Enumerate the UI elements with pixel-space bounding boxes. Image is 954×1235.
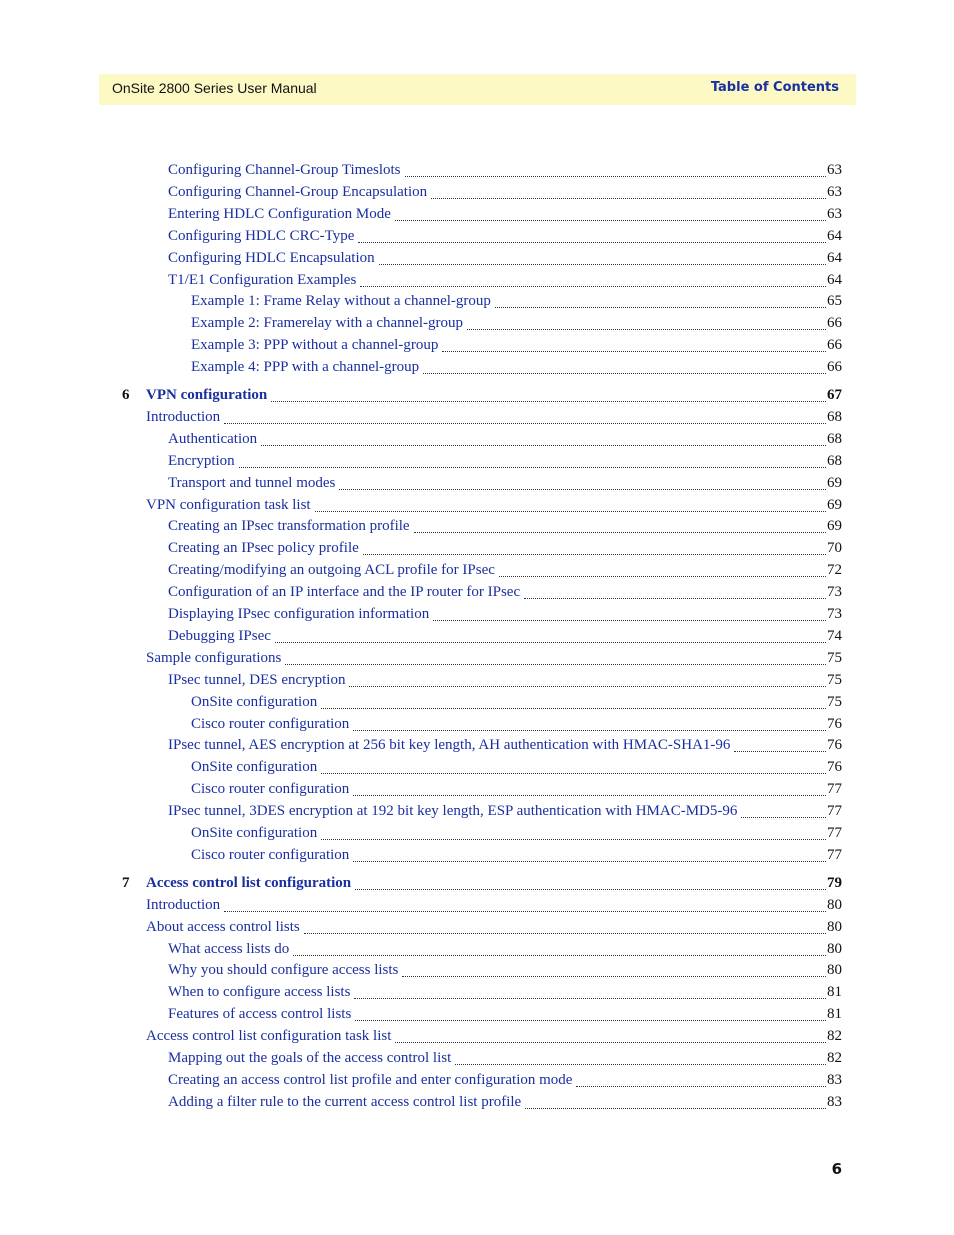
dot-leader (402, 976, 826, 977)
dot-leader (431, 198, 826, 199)
toc-entry-page: 68 (827, 430, 842, 447)
toc-entry-title[interactable]: OnSite configuration (191, 759, 318, 776)
toc-entry[interactable] (191, 359, 842, 379)
toc-entry-page: 68 (827, 452, 842, 469)
toc-entry-title[interactable]: OnSite configuration (191, 825, 318, 841)
toc-entry[interactable] (168, 803, 842, 823)
toc-entry[interactable] (146, 650, 842, 670)
toc-entry[interactable] (168, 1094, 842, 1114)
page-header (99, 74, 856, 105)
toc-entry[interactable] (168, 1072, 842, 1092)
toc-entry-page: 63 (827, 205, 842, 222)
toc-entry-title[interactable]: Access control list configuration task list (146, 1028, 392, 1045)
dot-leader (224, 423, 826, 424)
toc-entry[interactable] (168, 250, 842, 270)
toc-entry-title[interactable]: OnSite configuration (191, 693, 318, 710)
dot-leader (271, 401, 826, 402)
dot-leader (455, 1064, 826, 1065)
dot-leader (414, 532, 826, 533)
document-title: OnSite 2800 Series User Manual (112, 80, 317, 96)
toc-entry[interactable] (168, 562, 842, 582)
toc-entry[interactable] (168, 962, 842, 982)
dot-leader (355, 889, 826, 890)
toc-entry[interactable] (191, 825, 842, 845)
toc-entry-title[interactable]: VPN configuration (146, 387, 268, 403)
toc-entry-title[interactable]: What access lists do (168, 940, 290, 957)
toc-entry-page: 80 (827, 918, 842, 935)
toc-entry-page: 66 (827, 337, 842, 354)
toc-entry-page: 63 (827, 183, 842, 200)
dot-leader (224, 911, 826, 912)
toc-entry-page: 72 (827, 562, 842, 579)
toc-entry-page: 80 (827, 940, 842, 957)
dot-leader (321, 839, 826, 840)
toc-entry-title[interactable]: When to configure access lists (168, 984, 351, 1001)
dot-leader (467, 329, 826, 330)
dot-leader (321, 773, 826, 774)
dot-leader (395, 220, 826, 221)
dot-leader (405, 176, 826, 177)
toc-entry[interactable] (168, 1050, 842, 1070)
dot-leader (395, 1042, 826, 1043)
toc-entry-title[interactable]: IPsec tunnel, DES encryption (168, 671, 346, 688)
toc-chapter[interactable] (122, 387, 842, 407)
toc-entry[interactable] (168, 228, 842, 248)
dot-leader (741, 817, 826, 818)
toc-entry[interactable] (168, 941, 842, 961)
toc-entry-title[interactable]: Introduction (146, 408, 221, 425)
toc-entry-page: 73 (827, 606, 842, 622)
toc-entry[interactable] (168, 1006, 842, 1026)
toc-entry-title[interactable]: Creating an access control list profile and enter configuration mode (168, 1071, 573, 1088)
toc-entry-title[interactable]: Features of access control lists (168, 1006, 352, 1023)
toc-entry-title[interactable]: Why you should configure access lists (168, 962, 399, 979)
toc-entry-page: 81 (827, 1006, 842, 1023)
toc-entry-page: 64 (827, 249, 842, 266)
toc-entry-title[interactable]: Example 3: PPP without a channel-group (191, 337, 439, 354)
toc-entry[interactable] (168, 162, 842, 182)
toc-entry-title[interactable]: Encryption (168, 452, 235, 469)
toc-entry-page: 83 (827, 1093, 842, 1110)
toc-entry[interactable] (168, 606, 842, 626)
toc-entry[interactable] (191, 315, 842, 335)
toc-entry[interactable] (168, 984, 842, 1004)
toc-entry[interactable] (191, 781, 842, 801)
dot-leader (339, 489, 826, 490)
toc-entry[interactable] (146, 897, 842, 917)
toc-entry[interactable] (146, 1028, 842, 1048)
toc-entry[interactable] (168, 584, 842, 604)
toc-entry[interactable] (168, 628, 842, 648)
toc-entry-title[interactable]: IPsec tunnel, 3DES encryption at 192 bit key length, ESP authentication with HMAC-MD5-96 (168, 803, 738, 820)
dot-leader (423, 373, 826, 374)
toc-entry[interactable] (191, 293, 842, 313)
toc-entry-title[interactable]: VPN configuration task list (146, 496, 311, 513)
toc-entry[interactable] (168, 737, 842, 757)
toc-entry-title[interactable]: About access control lists (146, 918, 300, 935)
toc-entry[interactable] (168, 518, 842, 538)
toc-entry-page: 80 (827, 896, 842, 913)
toc-entry-page: 76 (827, 715, 842, 732)
dot-leader (499, 576, 826, 577)
toc-entry[interactable] (191, 694, 842, 714)
toc-entry-page: 77 (827, 825, 842, 841)
dot-leader (358, 242, 826, 243)
toc-entry-page: 81 (827, 984, 842, 1001)
toc-entry[interactable] (168, 431, 842, 451)
toc-entry-title[interactable]: Example 1: Frame Relay without a channel-group (191, 293, 491, 310)
toc-entry-page: 69 (827, 496, 842, 513)
dot-leader (734, 751, 826, 752)
dot-leader (495, 307, 826, 308)
dot-leader (353, 861, 826, 862)
toc-entry-page: 83 (827, 1071, 842, 1088)
toc-entry-title[interactable]: Adding a filter rule to the current access control list profile (168, 1093, 522, 1110)
toc-entry-title[interactable]: Displaying IPsec configuration information (168, 606, 430, 622)
toc-entry-page: 69 (827, 518, 842, 535)
toc-entry-title[interactable]: Authentication (168, 430, 258, 447)
toc-entry-page: 77 (827, 803, 842, 820)
toc-entry-title[interactable]: Creating an IPsec transformation profile (168, 518, 410, 535)
toc-entry-page: 75 (827, 649, 842, 666)
toc-entry-page: 70 (827, 540, 842, 557)
toc-entry[interactable] (168, 475, 842, 495)
toc-entry-title[interactable]: Creating an IPsec policy profile (168, 540, 359, 557)
chapter-number: 7 (122, 874, 130, 891)
toc-entry[interactable] (146, 497, 842, 517)
dot-leader (355, 1020, 826, 1021)
toc-entry[interactable] (191, 337, 842, 357)
toc-entry-title[interactable]: Transport and tunnel modes (168, 474, 336, 491)
toc-entry-page: 73 (827, 584, 842, 601)
dot-leader (261, 445, 826, 446)
toc-entry-title[interactable]: Debugging IPsec (168, 627, 271, 644)
toc-entry-page: 74 (827, 627, 842, 644)
toc-entry-page: 77 (827, 846, 842, 863)
toc-entry-title[interactable]: Example 4: PPP with a channel-group (191, 359, 420, 376)
toc-entry[interactable] (168, 206, 842, 226)
toc-entry-title[interactable]: Configuring HDLC Encapsulation (168, 249, 375, 266)
section-title: Table of Contents (710, 80, 839, 95)
toc-entry-page: 64 (827, 227, 842, 244)
toc-entry-page: 63 (827, 162, 842, 178)
toc-entry[interactable] (191, 716, 842, 736)
toc-entry-title[interactable]: Example 2: Framerelay with a channel-group (191, 315, 463, 332)
toc-entry[interactable] (168, 453, 842, 473)
dot-leader (315, 511, 826, 512)
dot-leader (353, 795, 826, 796)
toc-entry-title[interactable]: Creating/modifying an outgoing ACL profile for IPsec (168, 562, 495, 579)
toc-entry-title[interactable]: Mapping out the goals of the access control list (168, 1050, 452, 1066)
toc-entry-title[interactable]: Configuring HDLC CRC-Type (168, 227, 355, 244)
dot-leader (275, 642, 826, 643)
toc-entry-title[interactable]: IPsec tunnel, AES encryption at 256 bit key length, AH authentication with HMAC-SHA1-96 (168, 737, 731, 754)
dot-leader (353, 730, 826, 731)
toc-entry-title[interactable]: Sample configurations (146, 649, 282, 666)
toc-entry-page: 67 (827, 387, 842, 403)
dot-leader (576, 1086, 826, 1087)
dot-leader (304, 933, 826, 934)
toc-entry-title[interactable]: Cisco router configuration (191, 715, 350, 732)
toc-entry-page: 66 (827, 359, 842, 376)
toc-entry[interactable] (168, 672, 842, 692)
toc-entry-page: 82 (827, 1028, 842, 1045)
toc-entry-title[interactable]: Entering HDLC Configuration Mode (168, 205, 391, 222)
toc-entry-title[interactable]: Cisco router configuration (191, 846, 350, 863)
toc-entry-page: 65 (827, 293, 842, 310)
toc-entry-page: 64 (827, 271, 842, 288)
dot-leader (321, 708, 826, 709)
toc-entry-page: 82 (827, 1050, 842, 1066)
toc-entry-title[interactable]: Configuration of an IP interface and the IP router for IPsec (168, 584, 521, 601)
toc-entry-page: 80 (827, 962, 842, 979)
toc-entry-page: 66 (827, 315, 842, 332)
toc-entry-page: 75 (827, 671, 842, 688)
toc-entry-title[interactable]: T1/E1 Configuration Examples (168, 271, 357, 288)
dot-leader (293, 955, 826, 956)
dot-leader (442, 351, 826, 352)
toc-entry-title[interactable]: Configuring Channel-Group Encapsulation (168, 183, 428, 200)
dot-leader (525, 1108, 826, 1109)
toc-entry[interactable] (191, 847, 842, 867)
toc-entry-page: 76 (827, 737, 842, 754)
toc-entry-title[interactable]: Cisco router configuration (191, 781, 350, 798)
toc-chapter[interactable] (122, 874, 842, 895)
toc-entry[interactable] (191, 759, 842, 779)
toc-entry-title[interactable]: Configuring Channel-Group Timeslots (168, 162, 401, 178)
chapter-number: 6 (122, 387, 130, 403)
dot-leader (285, 664, 826, 665)
dot-leader (360, 286, 826, 287)
toc-entry[interactable] (168, 540, 842, 560)
dot-leader (354, 998, 826, 999)
dot-leader (239, 467, 826, 468)
toc-entry-page: 75 (827, 693, 842, 710)
toc-entry[interactable] (146, 919, 842, 939)
toc-entry-page: 77 (827, 781, 842, 798)
toc-entry[interactable] (146, 409, 842, 429)
toc-entry[interactable] (168, 272, 842, 292)
toc-entry-page: 79 (827, 874, 842, 891)
page-number: 6 (831, 1160, 842, 1178)
dot-leader (524, 598, 826, 599)
dot-leader (433, 620, 826, 621)
toc-entry-title[interactable]: Access control list configuration (146, 874, 352, 891)
toc-entry-title[interactable]: Introduction (146, 896, 221, 913)
toc-entry-page: 69 (827, 474, 842, 491)
dot-leader (379, 264, 826, 265)
toc-entry-page: 68 (827, 408, 842, 425)
toc-entry[interactable] (168, 184, 842, 204)
dot-leader (363, 554, 826, 555)
dot-leader (349, 686, 826, 687)
toc-entry-page: 76 (827, 759, 842, 776)
